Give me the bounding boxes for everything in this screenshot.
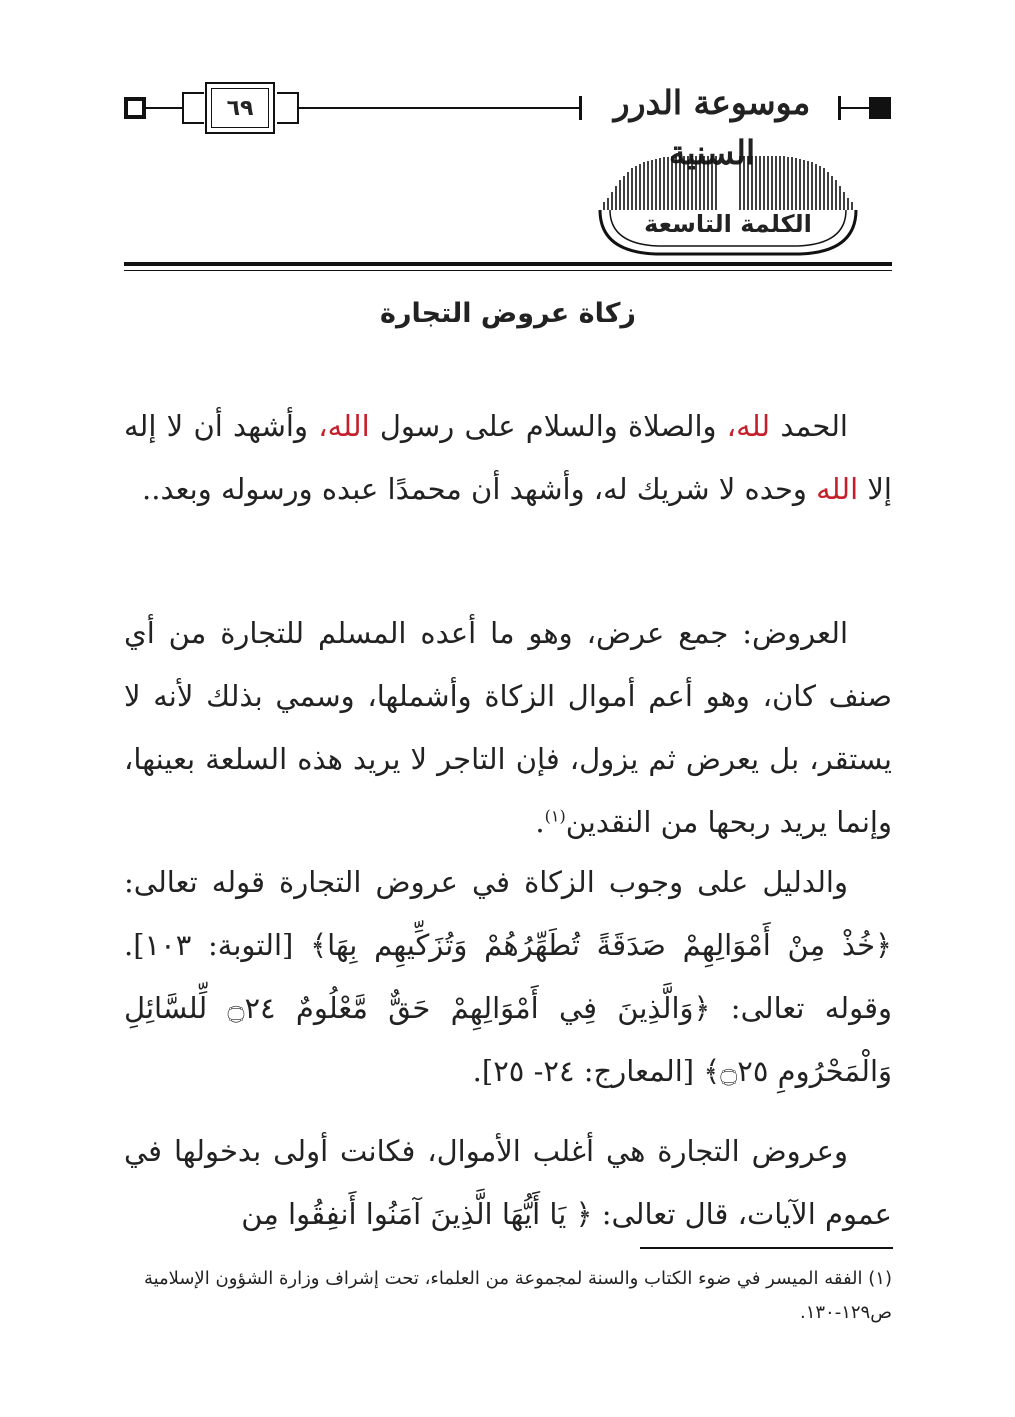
paragraph-1: [124, 395, 892, 521]
bracket-ornament-left: [182, 92, 204, 124]
series-title-logo: موسوعة الدرر السنية: [613, 83, 811, 172]
text-run: والصلاة والسلام على رسول: [369, 409, 727, 443]
paragraph-2: [124, 602, 892, 854]
paragraph-3: [124, 851, 892, 1103]
header-rule-thin: [124, 270, 892, 271]
open-square-ornament: [124, 97, 146, 119]
chapter-label: الكلمة التاسعة: [644, 210, 812, 238]
article-title: زكاة عروض التجارة: [380, 298, 636, 329]
text-run: العروض: جمع عرض، وهو ما أعده المسلم للتجارة من أي صنف كان، وهو أعم أموال الزكاة وأشملها، وسمي بذلك لأنه لا يستقر، بل يعرض ثم يزول، فإن التاجر لا يريد هذه السلعة بعينها، وإنما يريد ربحها من النقدين: [124, 616, 892, 839]
divine-name-highlight: الله: [816, 472, 859, 506]
bracket-ornament-right: [277, 92, 299, 124]
text-run: وعروض التجارة هي أغلب الأموال، فكانت أولى بدخولها في عموم الآيات، قال تعالى: ﴿ يَا أَيُّهَا الَّذِينَ آمَنُوا أَنفِقُوا مِن: [124, 1134, 892, 1231]
text-run: .: [535, 805, 545, 839]
footnote-reference[interactable]: (١): [544, 806, 566, 826]
header-rule-right: [841, 107, 869, 109]
header-rule-left-short: [146, 107, 182, 109]
page-number-box: [205, 82, 275, 134]
divine-name-highlight: لله،: [726, 409, 771, 443]
footnote-separator: [640, 1247, 893, 1249]
text-run: الحمد: [770, 409, 848, 443]
black-square-ornament: [869, 97, 891, 119]
page-number: ٦٩: [226, 95, 254, 121]
paragraph-4: [124, 1120, 892, 1246]
text-run: وحده لا شريك له، وأشهد أن محمدًا عبده ورسوله وبعد..: [142, 472, 817, 506]
text-run: والدليل على وجوب الزكاة في عروض التجارة قوله تعالى: ﴿خُذْ مِنْ أَمْوَالِهِمْ صَدَقَةً تُطَهِّرُهُمْ وَتُزَكِّيهِم بِهَا﴾ [التوبة: ١٠٣]. وقوله تعالى: ﴿وَالَّذِينَ فِي أَمْوَالِهِمْ حَقٌّ مَّعْلُومٌ ۝٢٤ لِّلسَّائِلِ وَالْمَحْرُومِ ۝٢٥﴾ [المعارج: ٢٤- ٢٥].: [124, 865, 892, 1088]
text-run: وأشهد أن لا إله إلا: [124, 409, 892, 506]
header-rule-middle: [299, 107, 581, 109]
header-rule-thick: [124, 262, 892, 266]
divine-name-highlight: الله،: [318, 409, 370, 443]
rule-end-tick: [579, 96, 582, 120]
footnote: (١) الفقه الميسر في ضوء الكتاب والسنة لمجموعة من العلماء، تحت إشراف وزارة الشؤون الإسلامية ص١٢٩-١٣٠.: [143, 1268, 892, 1323]
